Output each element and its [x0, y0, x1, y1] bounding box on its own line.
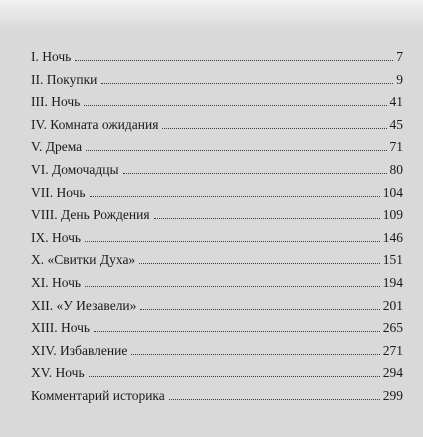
toc-entry-title: IV. Комната ожидания	[31, 116, 159, 132]
toc-entry-page: 109	[382, 207, 403, 223]
dot-leader	[140, 309, 379, 310]
toc-entry-title: I. Ночь	[31, 49, 72, 64]
toc-entry-title: XII. «У Иезавели»	[31, 297, 137, 313]
toc-entry	[31, 162, 403, 185]
toc-entry-title: VI. Домочадцы	[31, 161, 119, 177]
toc-entry	[31, 343, 403, 366]
toc-entry	[31, 365, 403, 388]
dot-leader	[84, 105, 386, 106]
toc-entry	[31, 230, 403, 253]
toc-entry-page: 299	[382, 387, 403, 403]
toc-entry-page: 194	[382, 274, 403, 290]
toc-entry-page: 294	[382, 365, 403, 381]
toc-entry	[31, 49, 403, 72]
toc-entry-title: XIII. Ночь	[31, 320, 91, 336]
toc-entry-page: 71	[389, 139, 403, 155]
toc-entry	[31, 298, 403, 321]
dot-leader	[85, 241, 380, 242]
toc-entry-page: 201	[382, 297, 403, 313]
toc-entry-page: 265	[382, 320, 403, 336]
toc-entry-title: VIII. День Рождения	[31, 207, 150, 223]
toc-entry-title: XI. Ночь	[31, 274, 82, 290]
dot-leader	[85, 286, 380, 287]
toc-entry-page: 80	[389, 161, 403, 177]
toc-entry-page: 146	[382, 229, 403, 245]
toc-entry	[31, 117, 403, 140]
toc-entry	[31, 94, 403, 117]
toc-entry-title: III. Ночь	[31, 94, 81, 110]
dot-leader	[90, 196, 380, 197]
toc-entry-title: V. Дрема	[31, 139, 83, 155]
toc-entry-title: Комментарий историка	[31, 387, 165, 403]
dot-leader	[89, 376, 380, 377]
toc-entry	[31, 207, 403, 230]
dot-leader	[162, 128, 386, 129]
toc-entry-title: XV. Ночь	[31, 365, 85, 381]
toc-entry	[31, 320, 403, 343]
toc-entry-page: 45	[389, 116, 403, 132]
toc-entry	[31, 72, 403, 95]
toc-entry-title: IX. Ночь	[31, 229, 82, 245]
toc-entry-page: 7	[396, 49, 403, 64]
dot-leader	[154, 218, 380, 219]
toc-entry	[31, 275, 403, 298]
dot-leader	[86, 150, 386, 151]
dot-leader	[75, 60, 393, 61]
dot-leader	[131, 354, 379, 355]
dot-leader	[169, 399, 380, 400]
toc-entry-page: 104	[382, 184, 403, 200]
toc-entry-title: VII. Ночь	[31, 184, 86, 200]
toc-entry-title: XIV. Избавление	[31, 342, 128, 358]
toc-entry	[31, 388, 403, 411]
toc-entry-page: 151	[382, 252, 403, 268]
toc-entry	[31, 252, 403, 275]
toc-entry-title: X. «Свитки Духа»	[31, 252, 136, 268]
toc-entry-page: 41	[389, 94, 403, 110]
dot-leader	[123, 173, 387, 174]
dot-leader	[101, 83, 393, 84]
toc-entry-page: 271	[382, 342, 403, 358]
table-of-contents	[31, 49, 403, 411]
toc-entry	[31, 185, 403, 208]
dot-leader	[94, 331, 380, 332]
toc-entry-page: 9	[396, 71, 403, 87]
dot-leader	[139, 263, 380, 264]
toc-entry-title: II. Покупки	[31, 71, 98, 87]
toc-entry	[31, 139, 403, 162]
